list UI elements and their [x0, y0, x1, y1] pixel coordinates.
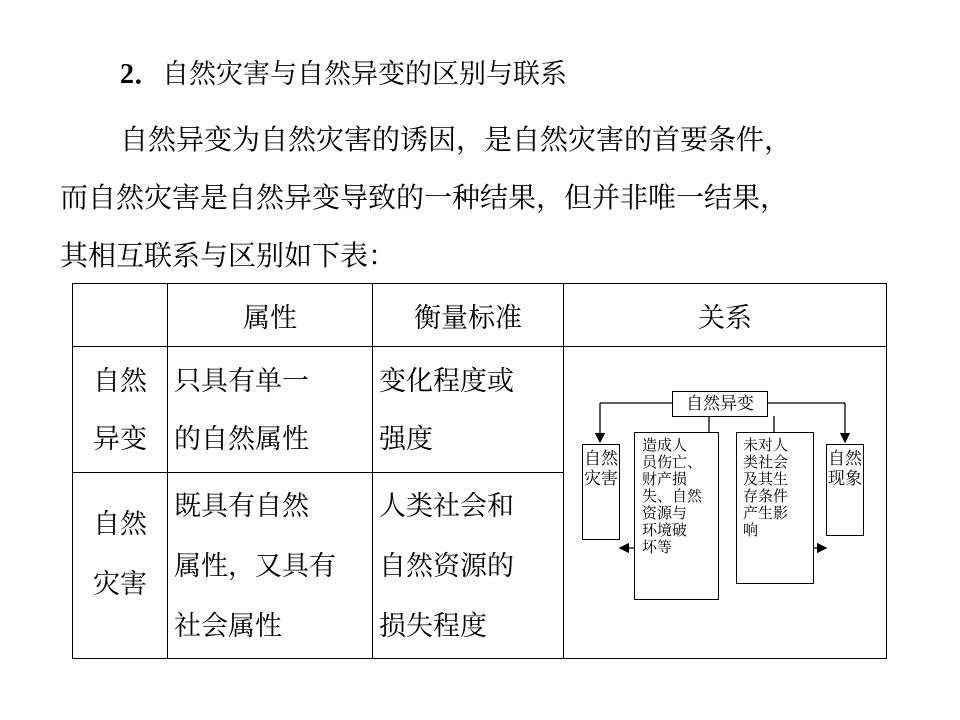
comparison-table: [72, 283, 887, 659]
measure-line: 强度: [379, 424, 433, 455]
effect-line: 类社会: [743, 452, 789, 471]
measure-line: 变化程度或: [379, 366, 514, 397]
box-phenomenon-effects: [736, 432, 814, 584]
effect-line: 存条件: [743, 486, 789, 505]
row-name-cell: [73, 473, 168, 659]
attribute-line: 既具有自然: [174, 491, 309, 522]
header-empty: [73, 284, 168, 347]
effect-line: 及其生: [743, 469, 789, 488]
paragraph-line-3: 其相互联系与区别如下表：: [60, 239, 397, 272]
row-name-line: 自然: [93, 366, 147, 397]
attribute-line: 属性，又具有: [174, 551, 336, 582]
row-name-line: 自然: [93, 509, 147, 540]
paragraph-line-1: 自然异变为自然灾害的诱因，是自然灾害的首要条件，: [120, 123, 793, 156]
effect-line: 响: [743, 520, 759, 539]
row-measure-cell: [373, 473, 564, 659]
row-name-cell: [73, 347, 168, 473]
row-name-line: 灾害: [93, 569, 147, 600]
section-heading: [120, 52, 567, 92]
row-measure-cell: [373, 347, 564, 473]
header-attribute: 属性: [168, 284, 373, 347]
relation-diagram: [564, 348, 884, 658]
header-relation: 关系: [564, 284, 887, 347]
row-name-line: 异变: [93, 424, 147, 455]
header-measure: 衡量标准: [373, 284, 564, 347]
table-row: [73, 347, 887, 473]
effect-line: 未对人: [743, 435, 789, 454]
relation-diagram-cell: [564, 347, 887, 659]
paragraph-line-2: 而自然灾害是自然异变导致的一种结果，但并非唯一结果，: [60, 181, 789, 214]
measure-line: 自然资源的: [379, 551, 514, 582]
section-number: 2．: [120, 59, 163, 90]
effect-line: 财产损: [642, 469, 688, 488]
effect-line: 员伤亡、: [642, 452, 703, 471]
box-natural-variation: 自然异变: [672, 391, 768, 417]
box-natural-phenomenon: 自然现象: [826, 444, 864, 536]
attribute-line: 只具有单一: [174, 366, 309, 397]
attribute-line: 社会属性: [174, 611, 282, 642]
measure-line: 损失程度: [379, 611, 487, 642]
row-attribute-cell: [168, 347, 373, 473]
effect-line: 坏等: [642, 537, 673, 556]
section-title: 自然灾害与自然异变的区别与联系: [162, 59, 568, 90]
effect-line: 产生影: [743, 503, 789, 522]
attribute-line: 的自然属性: [174, 424, 309, 455]
effect-line: 资源与: [642, 503, 688, 522]
effect-line: 环境破: [642, 520, 688, 539]
effect-line: 失、自然: [642, 486, 703, 505]
effect-line: 造成人: [642, 435, 688, 454]
measure-line: 人类社会和: [379, 491, 514, 522]
box-disaster-effects: [634, 432, 719, 600]
row-attribute-cell: [168, 473, 373, 659]
table-header-row: [73, 284, 887, 347]
box-natural-disaster: 自然灾害: [582, 444, 620, 540]
